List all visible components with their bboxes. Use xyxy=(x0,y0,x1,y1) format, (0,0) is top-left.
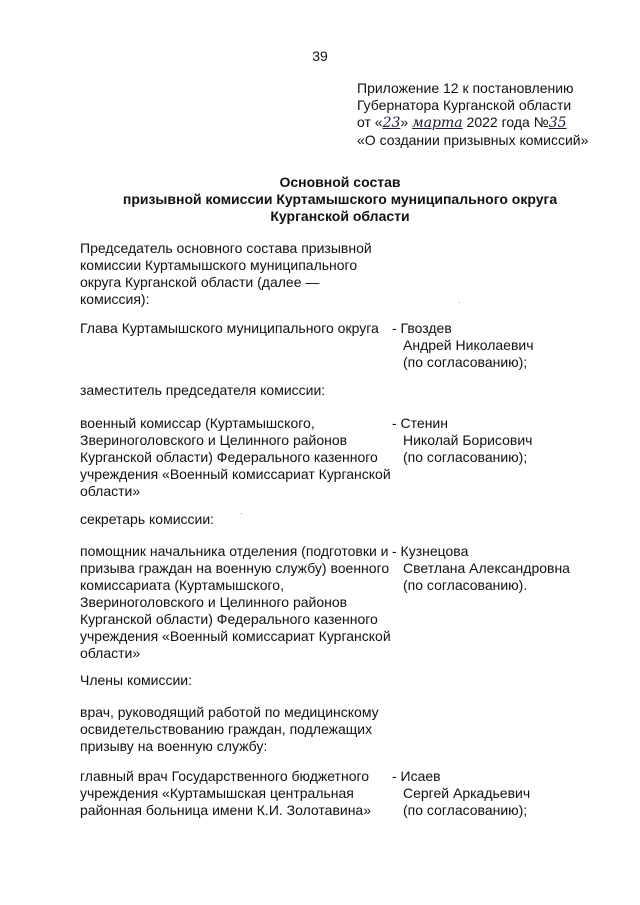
position-line: военный комиссар (Куртамышского, xyxy=(80,415,315,431)
person-name: Николай Борисович xyxy=(403,432,533,448)
position-line: помощник начальника отделения (подготовки и xyxy=(80,543,389,559)
person-surname: - Стенин xyxy=(392,415,448,431)
members-heading-line: Члены комиссии: xyxy=(80,672,193,688)
deputy-person xyxy=(392,415,632,466)
position-line: области» xyxy=(80,645,141,661)
chairman-heading-line: округа Курганской области (далее — xyxy=(80,274,320,290)
position-line: Курганской области) Федерального казенного xyxy=(80,449,378,465)
deputy-position xyxy=(80,415,392,500)
chairman-position xyxy=(80,320,392,337)
position-line: главный врач Государственного бюджетного xyxy=(80,768,370,784)
page-number: 39 xyxy=(312,48,328,64)
chairman-heading-line: Председатель основного состава призывной xyxy=(80,240,372,256)
handwritten-day: 23 xyxy=(382,115,401,131)
person-name: Сергей Аркадьевич xyxy=(403,785,531,801)
secretary-position xyxy=(80,543,392,662)
position-line: комиссариата (Куртамышского, xyxy=(80,577,284,593)
secretary-heading xyxy=(80,511,392,528)
date-separator: » xyxy=(400,114,413,130)
scan-speck xyxy=(459,302,460,303)
chairman-person xyxy=(392,320,632,371)
chairman-heading xyxy=(80,240,392,308)
deputy-heading-line: заместитель председателя комиссии: xyxy=(80,382,326,398)
position-line: области» xyxy=(80,483,141,499)
person-name: Светлана Александровна xyxy=(403,560,570,576)
position-line: Звериноголовского и Целинного районов xyxy=(80,432,348,448)
person-name: Андрей Николаевич xyxy=(403,337,534,353)
date-prefix: от « xyxy=(357,114,383,130)
doctor-heading-line: врач, руководящий работой по медицинскому xyxy=(80,704,379,720)
position-line: учреждения «Куртамышская центральная xyxy=(80,785,354,801)
handwritten-month: марта xyxy=(412,115,463,131)
appendix-line-4: «О создании призывных комиссий» xyxy=(357,132,589,148)
deputy-heading xyxy=(80,382,392,399)
document-title xyxy=(40,174,640,225)
appendix-line-1: Приложение 12 к постановлению xyxy=(357,80,574,96)
chairman-heading-line: комиссия): xyxy=(80,291,150,307)
position-line: призыва граждан на военную службу) военного xyxy=(80,560,390,576)
person-note: (по согласованию); xyxy=(403,802,528,818)
position-line: Глава Куртамышского муниципального округа xyxy=(80,320,379,336)
doctor-heading-line: освидетельствованию граждан, подлежащих xyxy=(80,721,373,737)
appendix-line-2: Губернатора Курганской области xyxy=(357,97,572,113)
person-note: (по согласованию). xyxy=(403,577,528,593)
handwritten-number: 35 xyxy=(548,115,567,131)
person-note: (по согласованию); xyxy=(403,449,528,465)
position-line: учреждения «Военный комиссариат Курганской xyxy=(80,466,391,482)
person-surname: - Кузнецова xyxy=(392,543,469,559)
date-year: 2022 года № xyxy=(462,114,549,130)
person-note: (по согласованию); xyxy=(403,354,528,370)
members-heading xyxy=(80,672,392,689)
secretary-heading-line: секретарь комиссии: xyxy=(80,511,215,527)
doctor-heading-line: призыву на военную службу: xyxy=(80,738,268,754)
person-surname: - Исаев xyxy=(392,768,441,784)
title-line-3: Курганской области xyxy=(270,208,410,224)
doctor-position xyxy=(80,768,392,819)
doctor-heading xyxy=(80,704,392,755)
person-surname: - Гвоздев xyxy=(392,320,452,336)
chairman-heading-line: комиссии Куртамышского муниципального xyxy=(80,257,358,273)
secretary-person xyxy=(392,543,632,594)
title-line-2: призывной комиссии Куртамышского муниципального округа xyxy=(122,191,558,207)
scan-speck xyxy=(241,513,242,514)
title-line-1: Основной состав xyxy=(279,174,401,190)
appendix-header xyxy=(357,80,627,149)
position-line: учреждения «Военный комиссариат Курганской xyxy=(80,628,391,644)
position-line: районная больница имени К.И. Золотавина» xyxy=(80,802,372,818)
doctor-person xyxy=(392,768,632,819)
appendix-line-3 xyxy=(357,114,627,132)
position-line: Звериноголовского и Целинного районов xyxy=(80,594,348,610)
position-line: Курганской области) Федерального казенного xyxy=(80,611,378,627)
